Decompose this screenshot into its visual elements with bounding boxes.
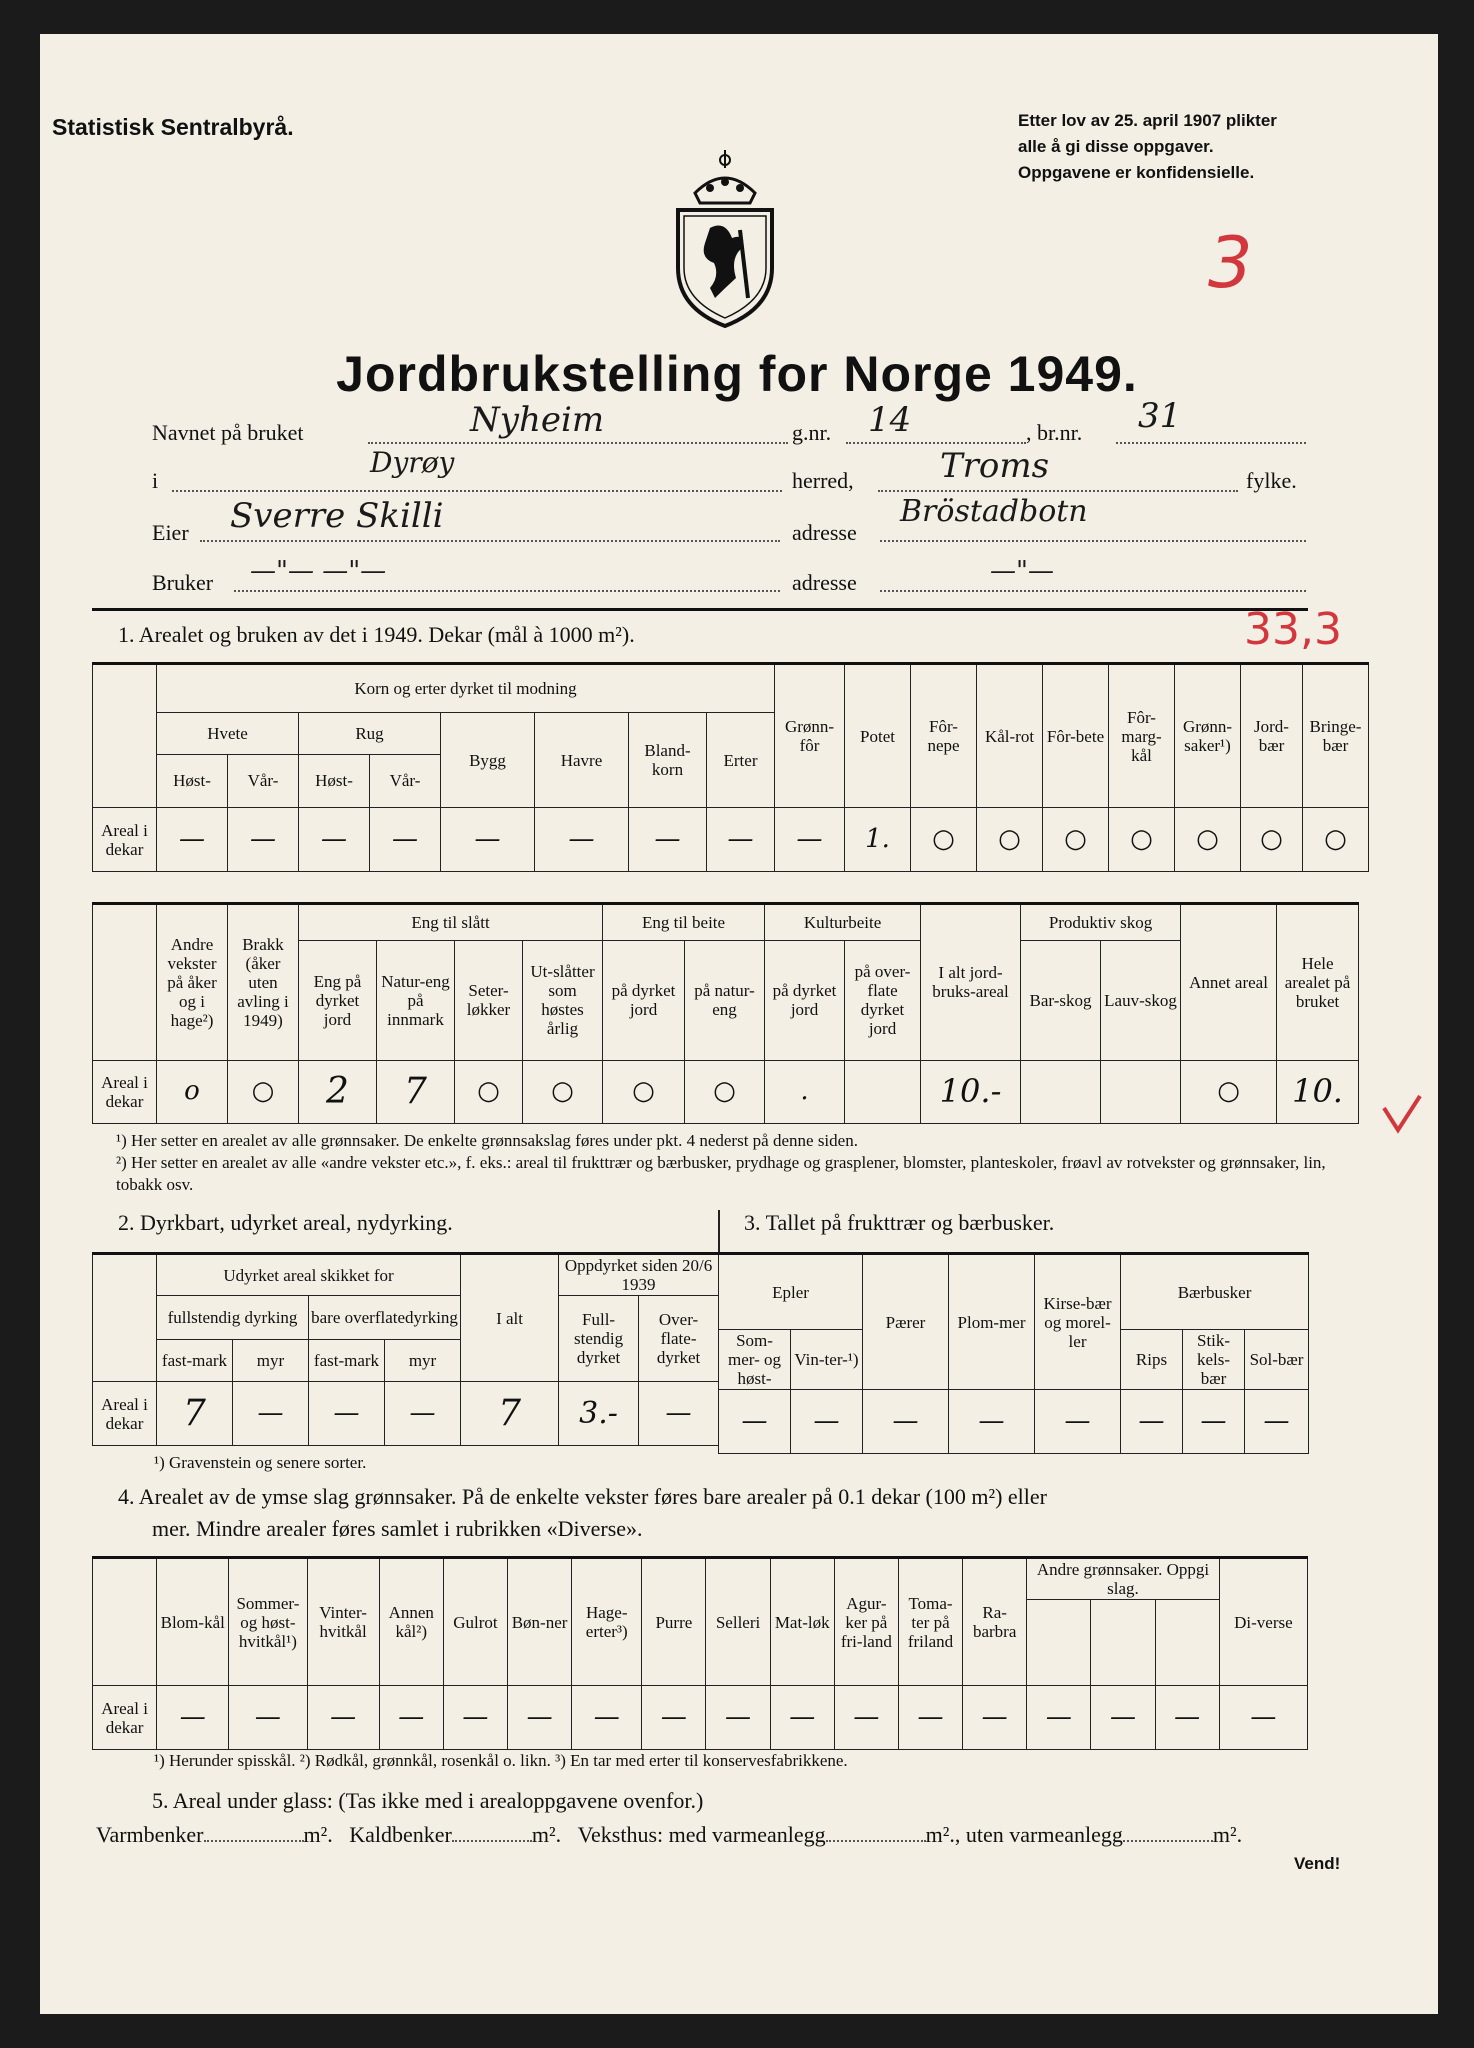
header-lauvskog: Lauv-skog — [1101, 940, 1181, 1060]
section1-title: 1. Arealet og bruken av det i 1949. Dekar (mål à 1000 m²). — [118, 622, 635, 647]
row-label: Areal i dekar — [93, 1686, 157, 1750]
cell-value[interactable]: — — [629, 808, 707, 872]
blank-corner — [93, 1254, 157, 1382]
cell-value[interactable]: — — [706, 1686, 770, 1750]
eier-adresse-label: adresse — [792, 520, 857, 545]
i-label: i — [152, 468, 159, 493]
header-epler: Epler — [719, 1254, 863, 1330]
header-andre-gronnsaker: Andre grønnsaker. Oppgi slag. — [1027, 1558, 1220, 1600]
blank-cell — [1027, 1600, 1091, 1686]
header-rug-host: Høst- — [299, 754, 370, 808]
header-kb-overflate: på over-flate dyrket jord — [845, 940, 921, 1060]
header-vinter: Vin-ter-¹) — [791, 1330, 863, 1390]
header-fullstendig: fullstendig dyrking — [157, 1296, 309, 1340]
header-seter: Seter-løkker — [455, 940, 523, 1060]
cell-value[interactable]: — — [719, 1390, 791, 1454]
cell-value[interactable]: — — [1091, 1686, 1155, 1750]
header-full: Full-stendig dyrket — [559, 1296, 639, 1382]
cell-value[interactable]: — — [707, 808, 775, 872]
cell-value[interactable]: o — [157, 1060, 228, 1123]
cell-value[interactable]: ○ — [1241, 808, 1303, 872]
header-veg: Blom-kål — [157, 1558, 229, 1686]
header-jordbaer: Jord-bær — [1241, 664, 1303, 808]
brnr-line — [1116, 442, 1306, 444]
header-bringebaer: Bringe-bær — [1303, 664, 1369, 808]
header-fastmark: fast-mark — [309, 1340, 385, 1382]
cell-value[interactable]: ○ — [523, 1060, 603, 1123]
cell-value[interactable]: — — [1183, 1390, 1245, 1454]
header-hele: Hele arealet på bruket — [1277, 904, 1359, 1061]
cell-value[interactable]: — — [307, 1686, 379, 1750]
navnet-value[interactable]: Nyheim — [470, 400, 605, 440]
gnr-line — [846, 442, 1026, 444]
header-prod-skog: Produktiv skog — [1021, 904, 1181, 941]
header-potet: Potet — [845, 664, 911, 808]
cell-value[interactable]: — — [385, 1382, 461, 1446]
header-pa-natur: på natur-eng — [685, 940, 765, 1060]
navnet-label: Navnet på bruket — [152, 420, 304, 445]
header-pa-dyrket: på dyrket jord — [603, 940, 685, 1060]
blank-cell — [1155, 1600, 1219, 1686]
header-veg: Toma-ter på friland — [898, 1558, 962, 1686]
row-label: Areal i dekar — [93, 1060, 157, 1123]
herred-line — [172, 490, 782, 492]
law-line-3: Oppgavene er konfidensielle. — [1018, 163, 1255, 182]
header-korn: Korn og erter dyrket til modning — [157, 664, 775, 713]
cell-value[interactable]: — — [508, 1686, 572, 1750]
uten-label: , uten varmeanlegg — [954, 1822, 1123, 1847]
cell-value[interactable]: 1. — [845, 808, 911, 872]
varmbenker-field[interactable] — [204, 1840, 304, 1842]
header-veg: Sommer-og høst-hvitkål¹) — [229, 1558, 307, 1686]
cell-value[interactable]: — — [770, 1686, 834, 1750]
header-veg: Purre — [642, 1558, 706, 1686]
header-myr: myr — [233, 1340, 309, 1382]
header-hvete: Hvete — [157, 713, 299, 754]
eier-line — [200, 540, 780, 542]
header-blandkorn: Bland-korn — [629, 713, 707, 808]
cell-value[interactable]: — — [1035, 1390, 1121, 1454]
cell-value[interactable]: — — [1121, 1390, 1183, 1454]
header-hvete-host: Høst- — [157, 754, 228, 808]
brnr-label: , br.nr. — [1026, 420, 1083, 445]
cell-value[interactable]: — — [229, 1686, 307, 1750]
header-kulturbeite: Kulturbeite — [765, 904, 921, 941]
law-line-1: Etter lov av 25. april 1907 plikter — [1018, 111, 1277, 130]
header-plommer: Plom-mer — [949, 1254, 1035, 1390]
cell-value[interactable]: 7 — [157, 1382, 233, 1446]
cell-value[interactable]: ○ — [685, 1060, 765, 1123]
kaldbenker-label: Kaldbenker — [349, 1822, 452, 1847]
header-barskog: Bar-skog — [1021, 940, 1101, 1060]
section3-title: 3. Tallet på frukttrær og bærbusker. — [744, 1210, 1055, 1235]
herred-value[interactable]: Dyrøy — [370, 446, 455, 479]
fylke-label: fylke. — [1246, 468, 1297, 493]
page-title: Jordbrukstelling for Norge 1949. — [336, 346, 1138, 402]
header-kalrot: Kål-rot — [977, 664, 1043, 808]
veksthus-label: Veksthus: med varmeanlegg — [577, 1822, 826, 1847]
header-oppdyrket: Oppdyrket siden 20/6 1939 — [559, 1254, 719, 1296]
law-notice — [1018, 108, 1277, 186]
herred-label: herred, — [792, 468, 854, 493]
header-andre: Andre vekster på åker og i hage²) — [157, 904, 228, 1061]
header-fastmark: fast-mark — [157, 1340, 233, 1382]
table-1-crops — [92, 662, 1369, 872]
header-baerbusker: Bærbusker — [1121, 1254, 1309, 1330]
header-bygg: Bygg — [441, 713, 535, 808]
cell-value[interactable]: ○ — [603, 1060, 685, 1123]
bruker-adresse-value[interactable]: —"— — [990, 556, 1054, 586]
fylke-line — [878, 490, 1238, 492]
header-veg: Annen kål²) — [379, 1558, 443, 1686]
section4-title-2: mer. Mindre arealer føres samlet i rubrikken «Diverse». — [152, 1516, 643, 1541]
section1-note-2: ²) Her setter en arealet av alle «andre vekster etc.», f. eks.: areal til frukttrær og bærbusker, prydhage og grasplener, blomster, planteskoler, frøavl av rotvekster og grønnsaker, lin, tobakk osv. — [116, 1153, 1326, 1194]
header-naturen: Natur-eng på innmark — [377, 940, 455, 1060]
header-i-alt: I alt — [461, 1254, 559, 1382]
header-diverse: Di-verse — [1219, 1558, 1307, 1686]
cell-value[interactable]: — — [157, 808, 228, 872]
m2-unit: m². — [303, 1822, 333, 1847]
header-fornepe: Fôr-nepe — [911, 664, 977, 808]
section1-note-1: ¹) Her setter en arealet av alle grønnsaker. De enkelte grønnsakslag føres under pkt. 4 nederst på denne siden. — [116, 1131, 858, 1150]
cell-value[interactable]: — — [642, 1686, 706, 1750]
header-erter: Erter — [707, 713, 775, 808]
header-havre: Havre — [535, 713, 629, 808]
section3-note: ¹) Gravenstein og senere sorter. — [154, 1453, 367, 1472]
eier-label: Eier — [152, 520, 189, 545]
cell-value[interactable]: 10.- — [921, 1060, 1021, 1123]
cell-value[interactable]: — — [1219, 1686, 1307, 1750]
coat-of-arms-icon — [670, 148, 780, 328]
header-rug: Rug — [299, 713, 441, 754]
header-stikkelsbaer: Stik-kels-bær — [1183, 1330, 1245, 1390]
cell-value[interactable]: ○ — [1043, 808, 1109, 872]
header-kirsebaer: Kirse-bær og morel-ler — [1035, 1254, 1121, 1390]
blank-corner — [93, 904, 157, 1061]
cell-value[interactable]: . — [765, 1060, 845, 1123]
bruker-adresse-line — [880, 590, 1306, 592]
table-3-fruit-trees — [718, 1252, 1309, 1454]
header-utslatter: Ut-slåtter som høstes årlig — [523, 940, 603, 1060]
header-annet: Annet areal — [1181, 904, 1277, 1061]
section4-note: ¹) Herunder spisskål. ²) Rødkål, grønnkål, rosenkål o. likn. ³) En tar med erter til konservesfabrikkene. — [154, 1751, 848, 1770]
header-veg: Hage-erter³) — [572, 1558, 642, 1686]
cell-value[interactable]: — — [443, 1686, 507, 1750]
row-label: Areal i dekar — [93, 1382, 157, 1446]
cell-value[interactable]: ○ — [1175, 808, 1241, 872]
cell-value[interactable]: — — [228, 808, 299, 872]
cell-value[interactable]: 3.- — [559, 1382, 639, 1446]
red-check-icon — [1380, 1092, 1424, 1136]
cell-value[interactable]: — — [233, 1382, 309, 1446]
cell-value[interactable]: — — [1245, 1390, 1309, 1454]
fylke-value[interactable]: Troms — [940, 446, 1050, 486]
cell-value[interactable]: — — [1155, 1686, 1219, 1750]
header-eng-beite: Eng til beite — [603, 904, 765, 941]
section1-red-total: 33,3 — [1244, 604, 1342, 655]
m2-unit: m². — [531, 1822, 562, 1847]
cell-value[interactable]: 10. — [1277, 1060, 1359, 1123]
veksthus-uten-field[interactable] — [1123, 1840, 1213, 1842]
vend-label: Vend! — [1294, 1854, 1341, 1873]
header-udyrket: Udyrket areal skikket for — [157, 1254, 461, 1296]
blank-corner — [93, 1558, 157, 1686]
section-divider — [92, 608, 1308, 611]
cell-value[interactable] — [845, 1060, 921, 1123]
eier-adresse-value[interactable]: Bröstadbotn — [900, 494, 1088, 529]
eier-adresse-line — [880, 540, 1306, 542]
cell-value[interactable]: ○ — [228, 1060, 299, 1123]
m2-unit: m². — [1212, 1822, 1243, 1847]
header-kb-dyrket: på dyrket jord — [765, 940, 845, 1060]
header-veg: Selleri — [706, 1558, 770, 1686]
cell-value[interactable]: ○ — [911, 808, 977, 872]
cell-value[interactable]: — — [834, 1686, 898, 1750]
cell-value[interactable] — [1101, 1060, 1181, 1123]
red-mark: 3 — [1208, 222, 1253, 304]
cell-value[interactable]: — — [963, 1686, 1027, 1750]
header-forbete: Fôr-bete — [1043, 664, 1109, 808]
cell-value[interactable]: — — [775, 808, 845, 872]
cell-value[interactable]: — — [898, 1686, 962, 1750]
cell-value[interactable]: — — [379, 1686, 443, 1750]
cell-value[interactable]: — — [639, 1382, 719, 1446]
header-myr: myr — [385, 1340, 461, 1382]
veksthus-med-field[interactable] — [826, 1840, 926, 1842]
bruker-adresse-label: adresse — [792, 570, 857, 595]
header-veg: Agur-ker på fri-land — [834, 1558, 898, 1686]
cell-value[interactable]: ○ — [1181, 1060, 1277, 1123]
header-rips: Rips — [1121, 1330, 1183, 1390]
header-over: Over-flate-dyrket — [639, 1296, 719, 1382]
cell-value[interactable]: — — [791, 1390, 863, 1454]
cell-value[interactable]: — — [157, 1686, 229, 1750]
varmbenker-label: Varmbenker — [96, 1822, 204, 1847]
cell-value[interactable]: — — [863, 1390, 949, 1454]
table-2-cultivable — [92, 1252, 719, 1446]
divider — [718, 1210, 720, 1254]
cell-value[interactable]: ○ — [977, 808, 1043, 872]
cell-value[interactable]: 7 — [377, 1060, 455, 1123]
cell-value[interactable]: ○ — [1303, 808, 1369, 872]
header-bare: bare overflatedyrking — [309, 1296, 461, 1340]
cell-value[interactable]: — — [1027, 1686, 1091, 1750]
cell-value[interactable]: 2 — [299, 1060, 377, 1123]
cell-value[interactable]: — — [370, 808, 441, 872]
header-veg: Ra-barbra — [963, 1558, 1027, 1686]
row-label: Areal i dekar — [93, 808, 157, 872]
header-paerer: Pærer — [863, 1254, 949, 1390]
header-veg: Bøn-ner — [508, 1558, 572, 1686]
cell-value[interactable] — [1021, 1060, 1101, 1123]
bruker-label: Bruker — [152, 570, 214, 595]
law-line-2: alle å gi disse oppgaver. — [1018, 137, 1214, 156]
section4-title-1: 4. Arealet av de ymse slag grønnsaker. På de enkelte vekster føres bare arealer på 0.1 dekar (100 m²) eller — [118, 1484, 1047, 1509]
cell-value[interactable]: — — [949, 1390, 1035, 1454]
header-solbaer: Sol-bær — [1245, 1330, 1309, 1390]
table-4-vegetables — [92, 1556, 1308, 1750]
m2-unit: m². — [925, 1822, 955, 1847]
header-eng-slatt: Eng til slått — [299, 904, 603, 941]
cell-value[interactable]: ○ — [455, 1060, 523, 1123]
header-veg: Vinter-hvitkål — [307, 1558, 379, 1686]
cell-value[interactable]: — — [441, 808, 535, 872]
header-formargkal: Fôr-marg-kål — [1109, 664, 1175, 808]
cell-value[interactable]: — — [299, 808, 370, 872]
bruker-line — [234, 590, 780, 592]
cell-value[interactable]: — — [535, 808, 629, 872]
table-1-land-use — [92, 902, 1359, 1124]
agency-name: Statistisk Sentralbyrå. — [52, 114, 294, 140]
header-hvete-var: Vår- — [228, 754, 299, 808]
cell-value[interactable]: — — [309, 1382, 385, 1446]
header-i-alt: I alt jord-bruks-areal — [921, 904, 1021, 1061]
section5-title: 5. Areal under glass: (Tas ikke med i arealoppgavene ovenfor.) — [152, 1788, 704, 1813]
header-eng-dyrket: Eng på dyrket jord — [299, 940, 377, 1060]
gnr-value[interactable]: 14 — [868, 400, 912, 440]
blank-cell — [1091, 1600, 1155, 1686]
header-rug-var: Vår- — [370, 754, 441, 808]
cell-value[interactable]: ○ — [1109, 808, 1175, 872]
bruker-value[interactable]: —"— —"— — [250, 556, 387, 586]
cell-value[interactable]: 7 — [461, 1382, 559, 1446]
header-sommer: Som-mer- og høst- — [719, 1330, 791, 1390]
header-veg: Gulrot — [443, 1558, 507, 1686]
header-veg: Mat-løk — [770, 1558, 834, 1686]
header-gronnsaker: Grønn-saker¹) — [1175, 664, 1241, 808]
navnet-line — [368, 442, 788, 444]
blank-corner — [93, 664, 157, 808]
header-gronnfor: Grønn-fôr — [775, 664, 845, 808]
header-brakk: Brakk (åker uten avling i 1949) — [228, 904, 299, 1061]
gnr-label: g.nr. — [792, 420, 832, 445]
section5-row — [96, 1822, 1346, 1848]
eier-value[interactable]: Sverre Skilli — [230, 496, 444, 536]
section2-title: 2. Dyrkbart, udyrket areal, nydyrking. — [118, 1210, 453, 1235]
kaldbenker-field[interactable] — [452, 1840, 532, 1842]
cell-value[interactable]: — — [572, 1686, 642, 1750]
brnr-value[interactable]: 31 — [1138, 396, 1182, 436]
